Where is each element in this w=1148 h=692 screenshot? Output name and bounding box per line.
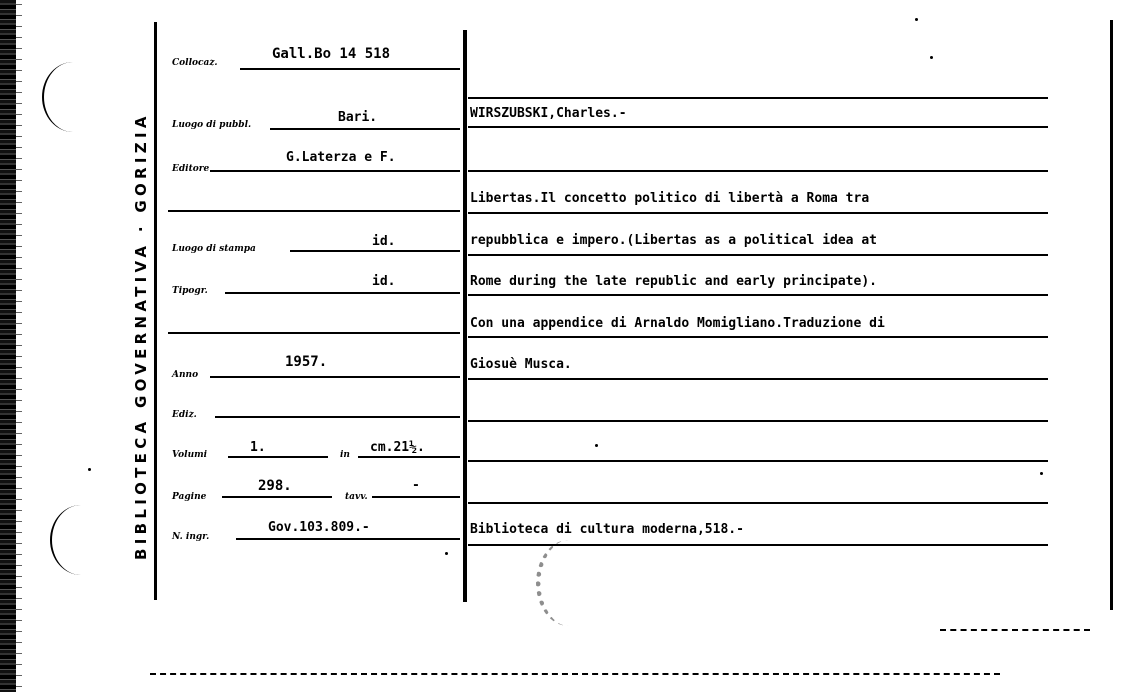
line-formato xyxy=(358,456,460,458)
punch-hole-bottom xyxy=(50,505,112,575)
speck xyxy=(1040,472,1043,475)
line-blank-1 xyxy=(168,210,460,212)
bottom-dashed-edge xyxy=(150,672,1000,675)
rline-5 xyxy=(468,294,1048,296)
label-luogo-pubbl: Luogo di pubbl. xyxy=(172,120,252,130)
rline-9 xyxy=(468,460,1048,462)
left-rule xyxy=(154,22,157,600)
value-volumi: 1. xyxy=(250,440,266,455)
speck xyxy=(595,444,598,447)
entry-series: Biblioteca di cultura moderna,518.- xyxy=(470,522,744,537)
value-anno: 1957. xyxy=(285,354,328,370)
label-collocazione: Collocaz. xyxy=(172,58,218,68)
line-ediz xyxy=(215,416,460,418)
line-blank-2 xyxy=(168,332,460,334)
rline-3 xyxy=(468,212,1048,214)
entry-author: WIRSZUBSKI,Charles.- xyxy=(470,106,627,121)
value-tavv: - xyxy=(412,478,420,493)
line-tavv xyxy=(372,496,460,498)
scan-edge-texture xyxy=(16,0,22,692)
rline-8 xyxy=(468,420,1048,422)
right-dashed-mark xyxy=(940,628,1090,631)
label-in: in xyxy=(340,450,350,460)
line-anno xyxy=(210,376,460,378)
value-tipogr: id. xyxy=(372,274,396,289)
label-n-ingr: N. ingr. xyxy=(172,532,210,542)
speck xyxy=(915,18,918,21)
value-luogo-pubbl: Bari. xyxy=(338,110,378,125)
speck xyxy=(930,56,933,59)
entry-line-3: Rome during the late republic and early principate). xyxy=(470,274,877,289)
label-tavv: tavv. xyxy=(345,492,368,502)
label-anno: Anno xyxy=(172,370,199,380)
line-collocazione xyxy=(240,68,460,70)
entry-line-4: Con una appendice di Arnaldo Momigliano.Traduzione di xyxy=(470,316,885,331)
faded-stamp xyxy=(536,540,601,626)
library-name: BIBLIOTECA GOVERNATIVA · GORIZIA xyxy=(132,112,150,560)
punch-hole-top xyxy=(42,62,104,132)
label-editore: Editore xyxy=(172,164,210,174)
rline-7 xyxy=(468,378,1048,380)
label-ediz: Ediz. xyxy=(172,410,197,420)
speck xyxy=(88,468,91,471)
scan-edge xyxy=(0,0,16,692)
line-tipogr xyxy=(225,292,460,294)
value-luogo-stampa: id. xyxy=(372,234,396,249)
line-editore xyxy=(210,170,460,172)
line-luogo-stampa xyxy=(290,250,460,252)
value-collocazione: Gall.Bo 14 518 xyxy=(272,46,391,62)
label-luogo-stampa: Luogo di stampa xyxy=(172,244,256,254)
rline-6 xyxy=(468,336,1048,338)
value-editore: G.Laterza e F. xyxy=(286,150,396,165)
label-tipogr: Tipogr. xyxy=(172,286,208,296)
entry-line-5: Giosuè Musca. xyxy=(470,357,572,372)
speck xyxy=(445,552,448,555)
rline-1 xyxy=(468,126,1048,128)
label-pagine: Pagine xyxy=(172,492,207,502)
line-n-ingr xyxy=(236,538,460,540)
line-volumi xyxy=(228,456,328,458)
rline-2 xyxy=(468,170,1048,172)
label-volumi: Volumi xyxy=(172,450,208,460)
line-luogo-pubbl xyxy=(270,128,460,130)
value-pagine: 298. xyxy=(258,478,292,494)
line-pagine xyxy=(222,496,332,498)
center-rule xyxy=(463,30,467,602)
rline-4 xyxy=(468,254,1048,256)
rline-10 xyxy=(468,502,1048,504)
card-right-edge xyxy=(1110,20,1113,610)
rline-0 xyxy=(468,97,1048,99)
value-n-ingr: Gov.103.809.- xyxy=(268,520,370,535)
entry-line-1: Libertas.Il concetto politico di libertà a Roma tra xyxy=(470,191,870,206)
entry-line-2: repubblica e impero.(Libertas as a political idea at xyxy=(470,233,877,248)
value-formato: cm.21½. xyxy=(370,440,425,455)
